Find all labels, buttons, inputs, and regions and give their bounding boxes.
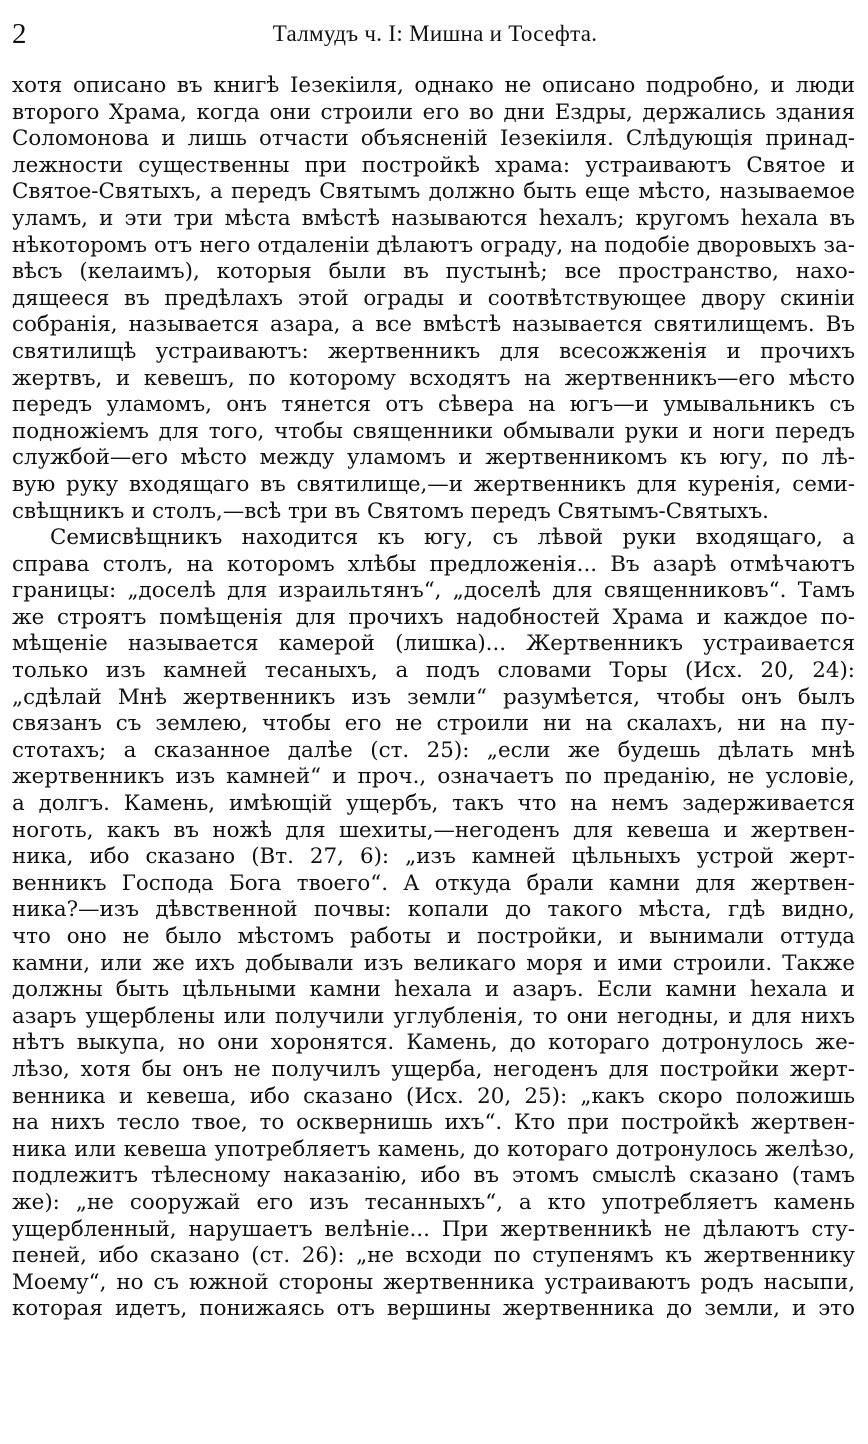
text-line: венникъ Господа Бога твоего“. А откуда брали камни для жертвен- bbox=[12, 870, 855, 896]
text-line: венника и кевеша, ибо сказано (Исх. 20, 25): „какъ скоро положишь bbox=[12, 1083, 855, 1109]
text-line: ника?—изъ дѣвственной почвы: копали до такого мѣста, гдѣ видно, bbox=[12, 897, 855, 923]
page-number: 2 bbox=[12, 18, 27, 50]
text-line: лѣзо, хотя бы онъ не получилъ ущерба, негоденъ для постройки жерт- bbox=[12, 1056, 855, 1082]
text-line: вую руку входящаго въ святилище,—и жертвенникъ для куренiя, семи- bbox=[12, 471, 855, 497]
text-line: которая идетъ, понижаясь отъ вершины жертвенника до земли, и это bbox=[12, 1296, 855, 1322]
text-line: Моему“, но съ южной стороны жертвенника устраиваютъ родъ насыпи, bbox=[12, 1269, 855, 1295]
text-line: должны быть цѣльными камни hехала и азаръ. Если камни hехала и bbox=[12, 977, 855, 1003]
text-line: границы: „доселѣ для израильтянъ“, „доселѣ для священниковъ“. Тамъ bbox=[12, 578, 855, 604]
text-line: дящееся въ предѣлахъ этой ограды и соотвѣтствующее двору скинiи bbox=[12, 285, 855, 311]
body-text bbox=[12, 73, 855, 1323]
text-line: хотя описано въ книгѣ Iезекiиля, однако не описано подробно, и люди bbox=[12, 73, 855, 98]
text-line: „сдѣлай Мнѣ жертвенникъ изъ земли“ разумѣется, чтобы онъ былъ bbox=[12, 684, 855, 710]
text-line: азаръ ущерблены или получили углубленiя, то они негодны, и для нихъ bbox=[12, 1003, 855, 1029]
text-line: связанъ съ землею, чтобы его не строили ни на скалахъ, ни на пу- bbox=[12, 711, 855, 737]
text-line: подлежитъ тѣлесному наказанiю, ибо въ этомъ смыслѣ сказано (тамъ bbox=[12, 1163, 855, 1189]
text-line: второго Храма, когда они строили его во дни Ездры, держались здания bbox=[12, 99, 855, 125]
text-line: камни, или же ихъ добывали изъ великаго моря и ими строили. Также bbox=[12, 950, 855, 976]
text-line: же строятъ помѣщенiя для прочихъ надобностей Храма и каждое по- bbox=[12, 604, 855, 630]
text-line: Соломонова и лишь отчасти объясненiй Iезекiиля. Слѣдующiя принад- bbox=[12, 126, 855, 152]
text-line: вѣсъ (келаимъ), которыя были въ пустынѣ; все пространство, нахо- bbox=[12, 259, 855, 285]
text-line: святилищѣ устраиваютъ: жертвенникъ для всесожженiя и прочихъ bbox=[12, 338, 855, 364]
text-line: передъ уламомъ, онъ тянется отъ сѣвера на югъ—и умывальникъ съ bbox=[12, 392, 855, 418]
text-line: мѣщенiе называется камерой (лишка)... Жертвенникъ устраивается bbox=[12, 631, 855, 657]
text-line: нѣкоторомъ отъ него отдаленiи дѣлаютъ ограду, на подобiе дворовыхъ за- bbox=[12, 232, 855, 258]
text-line: стотахъ; а сказанное далѣе (ст. 25): „если же будешь дѣлать мнѣ bbox=[12, 737, 855, 763]
text-line: службой—его мѣсто между уламомъ и жертвенникомъ къ югу, по лѣ- bbox=[12, 445, 855, 471]
text-line: подножiемъ для того, чтобы священники обмывали руки и ноги передъ bbox=[12, 418, 855, 444]
text-line: справа столъ, на которомъ хлѣбы предложенiя... Въ азарѣ отмѣчаютъ bbox=[12, 551, 855, 577]
text-line: уламъ, и эти три мѣста вмѣстѣ называются hехалъ; кругомъ hехала въ bbox=[12, 205, 855, 231]
running-title: Талмудъ ч. I: Мишна и Тосефта. bbox=[272, 21, 598, 46]
text-line: ноготь, какъ въ ножѣ для шехиты,—негоденъ для кевеша и жертвен- bbox=[12, 817, 855, 843]
text-line: нѣтъ выкупа, но они хоронятся. Камень, до котораго дотронулось же- bbox=[12, 1030, 855, 1056]
text-line: пеней, ибо сказано (ст. 26): „не всходи по ступенямъ къ жертвеннику bbox=[12, 1243, 855, 1269]
text-line: что оно не было мѣстомъ работы и постройки, и вынимали оттуда bbox=[12, 924, 855, 949]
text-line: Семисвѣщникъ находится къ югу, съ лѣвой руки входящаго, а bbox=[50, 525, 855, 551]
text-line: же): „не сооружай его изъ тесанныхъ“, а кто употребляетъ камень bbox=[12, 1189, 855, 1215]
text-line: свѣщникъ и столъ,—всѣ три въ Святомъ передъ Святымъ-Святыхъ. bbox=[12, 498, 769, 524]
text-line: на нихъ тесло твое, то осквернишь ихъ“. Кто при постройкѣ жертвен- bbox=[12, 1110, 855, 1136]
text-line: лежности существенны при постройкѣ храма: устраиваютъ Святое и bbox=[12, 152, 855, 178]
text-line: а долгъ. Камень, имѣющiй ущербъ, такъ что на немъ задерживается bbox=[12, 791, 855, 817]
text-line: только изъ камней тесаныхъ, а подъ словами Торы (Исх. 20, 24): bbox=[12, 658, 855, 684]
text-line: ника или кевеша употребляетъ камень, до котораго дотронулось желѣзо, bbox=[12, 1136, 855, 1162]
text-line: жертвъ, и кевешъ, по которому всходятъ на жертвенникъ—его мѣсто bbox=[12, 365, 855, 391]
page-header bbox=[12, 14, 858, 54]
text-line: жертвенникъ изъ камней“ и проч., означаетъ по преданiю, не условiе, bbox=[12, 764, 855, 790]
text-line: собранiя, называется азара, а все вмѣстѣ называется святилищемъ. Въ bbox=[12, 312, 855, 338]
text-line: ника, ибо сказано (Вт. 27, 6): „изъ камней цѣльныхъ устрой жерт- bbox=[12, 844, 855, 870]
text-line: Святое-Святыхъ, а передъ Святымъ должно быть еще мѣсто, называемое bbox=[12, 179, 855, 205]
text-line: ущербленный, нарушаетъ велѣнiе... При жертвенникѣ не дѣлаютъ сту- bbox=[12, 1216, 855, 1242]
